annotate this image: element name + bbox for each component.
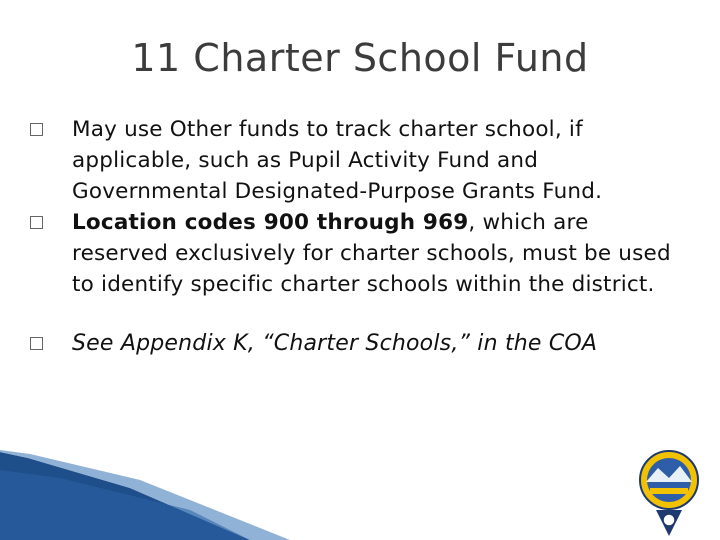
slide-title: 11 Charter School Fund <box>131 36 589 80</box>
bullet-item <box>28 114 688 207</box>
bullet-box-icon <box>30 337 43 350</box>
bullet-item <box>28 328 688 359</box>
bullet-text: , which are reserved exclusively for charter schools, must be used to identify specific charter schools within the district. <box>72 210 671 297</box>
bullet-text: See Appendix K, “Charter Schools,” in the COA <box>72 331 598 356</box>
bullet-bold-text: Location codes 900 through 969 <box>72 210 469 235</box>
bullet-text: May use Other funds to track charter school, if applicable, such as Pupil Activity Fund and Governmental Designated-Purpose Grants Fund. <box>72 117 603 204</box>
decorative-strip <box>0 450 720 540</box>
district-seal-icon <box>636 448 702 540</box>
bullet-list <box>28 114 688 359</box>
bullet-box-icon <box>30 216 43 229</box>
bullet-box-icon <box>30 123 43 136</box>
bullet-item <box>28 207 688 300</box>
